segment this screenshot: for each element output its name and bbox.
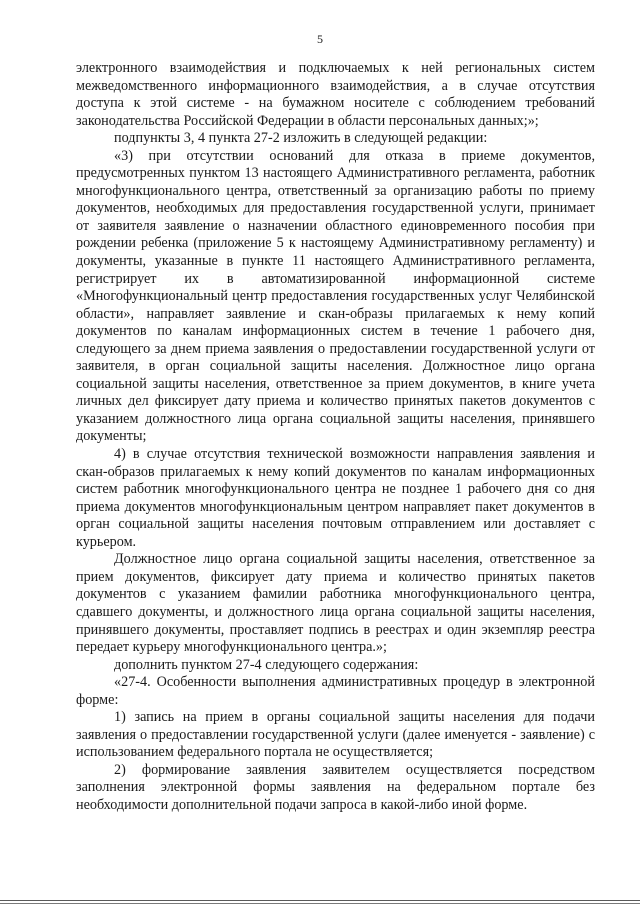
scan-edge-line [0, 900, 640, 901]
paragraph-subpoint-3: «3) при отсутствии оснований для отказа в приеме документов, предусмотренных пунктом 13 настоящего Административного регламента, работник многофункционального центра, ответственный за организацию работы по приему документов, необходимых для предоставления государственной услуги, принимает от заявителя заявление о назначении областного единовременного пособия при рождении ребенка (приложение 5 к настоящему Административному регламенту) и документы, указанные в пункте 11 настоящего Административного регламента, регистрирует их в автоматизированной информационной системе «Многофункциональный центр предоставления государственных услуг Челябинской области», направляет заявление и скан-образы прилагаемых к нему копий документов по каналам информационных систем в течение 1 рабочего дня, следующего за днем приема заявления о предоставлении государственной услуги от заявителя, в орган социальной защиты населения. Должностное лицо органа социальной защиты населения, ответственное за прием документов, в книге учета личных дел фиксирует дату приема и количество принятых пакетов документов с указанием должностного лица органа социальной защиты населения, принявшего документы; [76, 147, 595, 445]
paragraph-27-4-heading: «27-4. Особенности выполнения административных процедур в электронной форме: [76, 674, 595, 708]
paragraph-add-27-4: дополнить пунктом 27-4 следующего содержания: [114, 656, 419, 673]
document-body [76, 60, 595, 815]
paragraph-subpoint-4: 4) в случае отсутствия технической возможности направления заявления и скан-образов прилагаемых к нему копий документов по каналам информационных систем работник многофункционального центра не позднее 1 рабочего дня со дня приема документов многофункциональным центром направляет пакет документов в орган социальной защиты населения почтовым отправлением или доставляет с курьером. [76, 446, 595, 550]
paragraph-official-duties: Должностное лицо органа социальной защиты населения, ответственное за прием документов, фиксирует дату приема и количество принятых пакетов документов с указанием фамилии работника многофункционального центра, сдавшего документы, и должностного лица органа социальной защиты населения, принявшего документы, проставляет подпись в реестрах и один экземпляр реестра передает курьеру многофункционального центра.»; [76, 551, 595, 656]
paragraph-item-1: 1) запись на прием в органы социальной защиты населения для подачи заявления о предоставлении государственной услуги (далее именуется - заявление) с использованием федерального портала не осуществляется; [76, 709, 595, 761]
paragraph-item-2: 2) формирование заявления заявителем осуществляется посредством заполнения электронной формы заявления на федеральном портале без необходимости дополнительной подачи запроса в какой-либо иной форме. [76, 761, 595, 813]
paragraph-subpoints-intro: подпункты 3, 4 пункта 27-2 изложить в следующей редакции: [114, 130, 488, 147]
scan-edge-line [0, 903, 640, 904]
paragraph-continuation: электронного взаимодействия и подключаемых к ней региональных систем межведомственного информационного взаимодействия, а в случае отсутствия доступа к этой системе - на бумажном носителе с соблюдением требований законодательства Российской Федерации в области персональных данных;»; [76, 60, 595, 129]
page-number: 5 [317, 32, 323, 46]
